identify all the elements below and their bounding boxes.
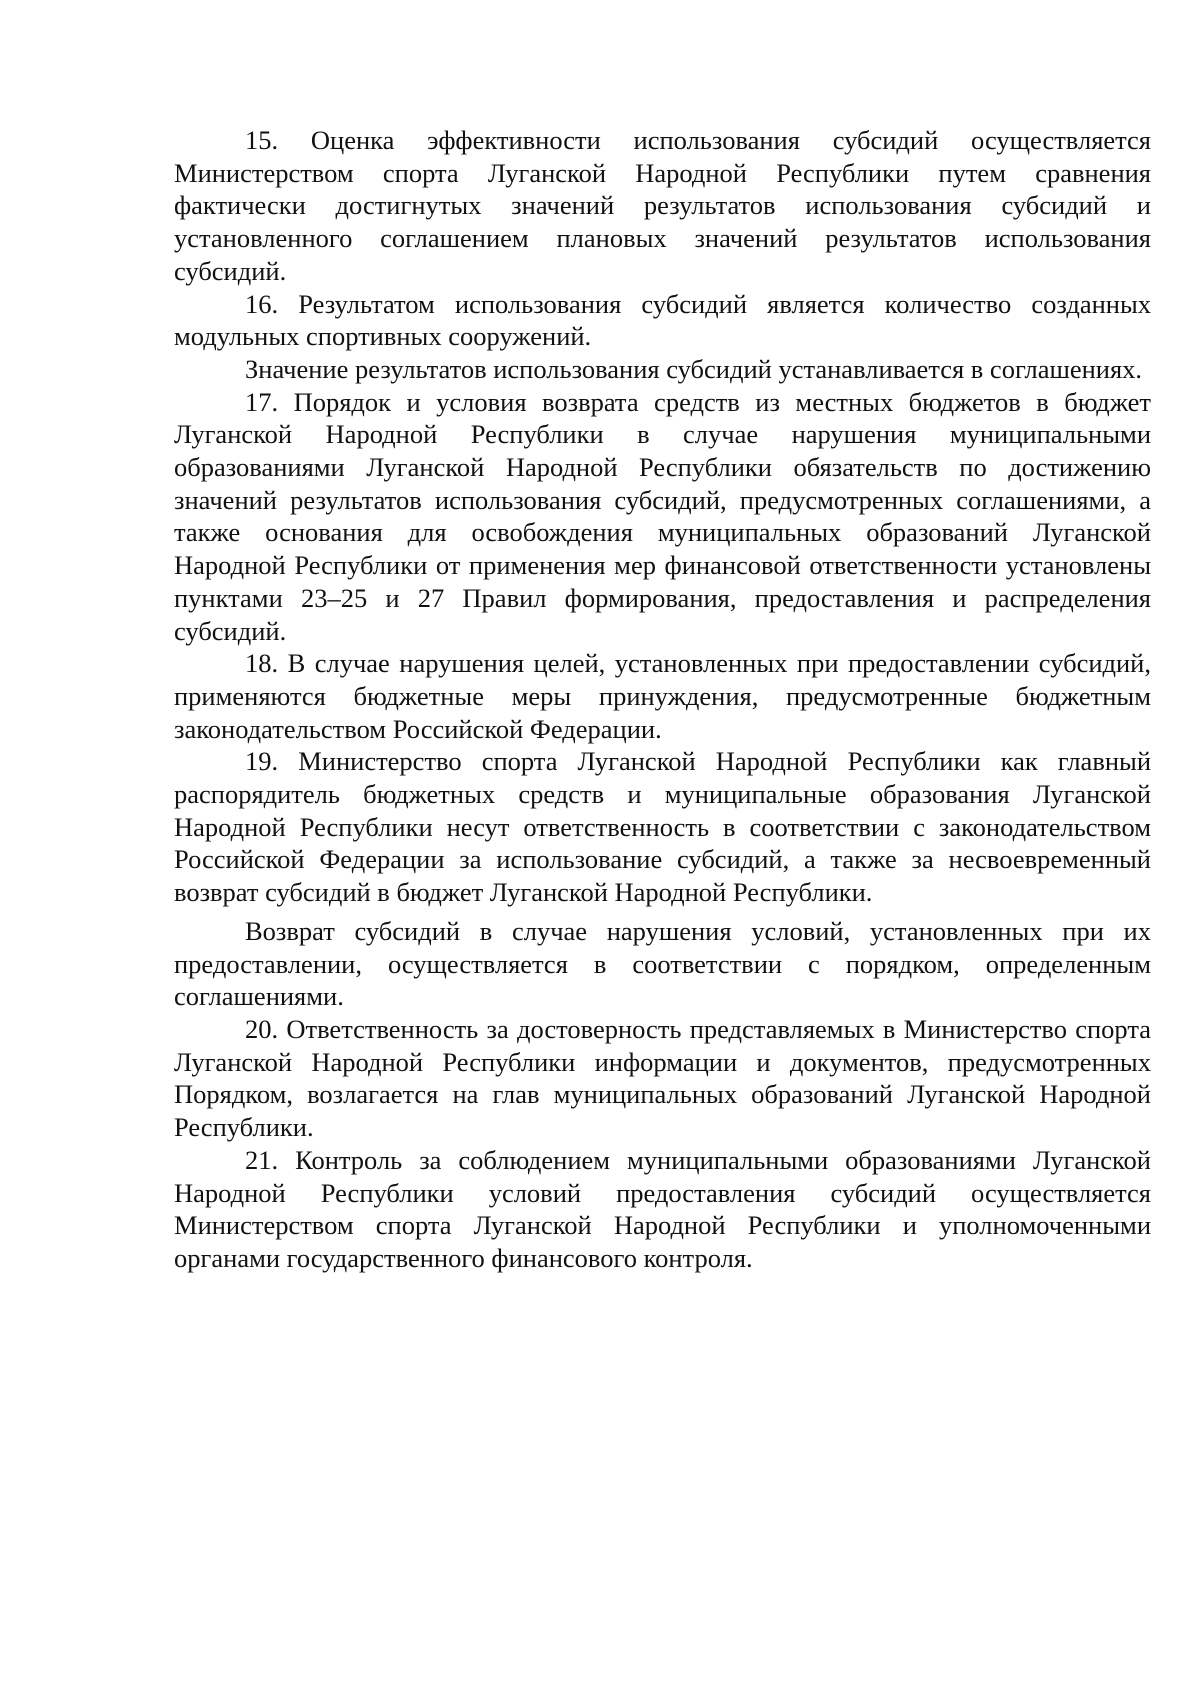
paragraph-16: 16. Результатом использования субсидий является количество созданных модульных спортивных сооружений. xyxy=(174,288,1151,352)
paragraph-16-value: Значение результатов использования субсидий устанавливается в соглашениях. xyxy=(245,353,1143,384)
paragraph-17: 17. Порядок и условия возврата средств из местных бюджетов в бюджет Луганской Народной Республики в случае нарушения муниципальными образованиями Луганской Народной Республики обязательств по достижению значений результатов использования субсидий, предусмотренных соглашениями, а также основания для освобождения муниципальных образований Луганской Народной Республики от применения мер финансовой ответственности установлены пунктами 23–25 и 27 Правил формирования, предоставления и распределения субсидий. xyxy=(174,386,1151,646)
paragraph-15: 15. Оценка эффективности использования субсидий осуществляется Министерством спорта Луганской Народной Республики путем сравнения фактически достигнутых значений результатов использования субсидий и установленного соглашением плановых значений результатов использования субсидий. xyxy=(174,125,1151,286)
paragraph-19: 19. Министерство спорта Луганской Народной Республики как главный распорядитель бюджетных средств и муниципальные образования Луганской Народной Республики несут ответственность в соответствии с законодательством Российской Федерации за использование субсидий, а также за несвоевременный возврат субсидий в бюджет Луганской Народной Республики. xyxy=(174,746,1151,908)
paragraph-18: 18. В случае нарушения целей, установленных при предоставлении субсидий, применяются бюджетные меры принуждения, предусмотренные бюджетным законодательством Российской Федерации. xyxy=(174,648,1151,744)
document-body xyxy=(174,124,1151,1275)
paragraph-21: 21. Контроль за соблюдением муниципальными образованиями Луганской Народной Республики условий предоставления субсидий осуществляется Министерством спорта Луганской Народной Республики и уполномоченными органами государственного финансового контроля. xyxy=(174,1144,1151,1273)
paragraph-19-refund: Возврат субсидий в случае нарушения условий, установленных при их предоставлении, осуществляется в соответствии с порядком, определенным соглашениями. xyxy=(174,915,1151,1012)
paragraph-20: 20. Ответственность за достоверность представляемых в Министерство спорта Луганской Народной Республики информации и документов, предусмотренных Порядком, возлагается на глав муниципальных образований Луганской Народной Республики. xyxy=(174,1013,1151,1143)
